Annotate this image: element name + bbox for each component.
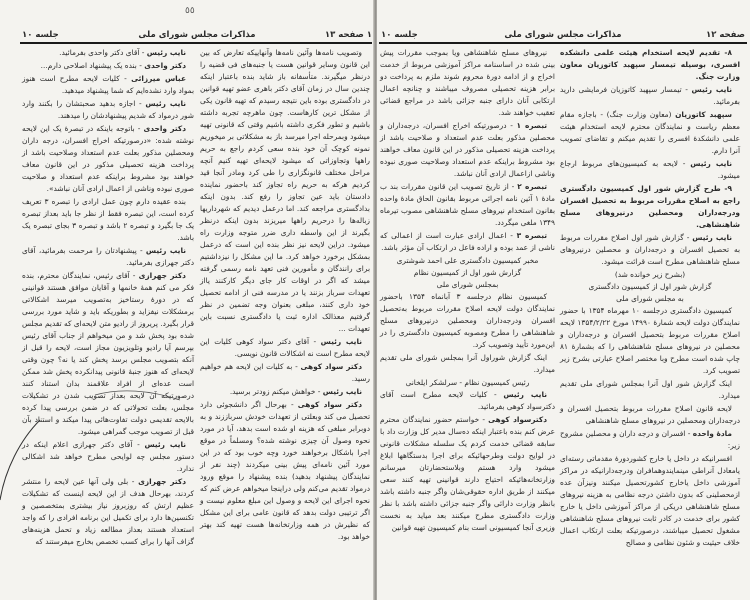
paragraph xyxy=(22,98,194,122)
left-page-column-left xyxy=(22,47,194,549)
centered-line xyxy=(380,255,555,267)
speaker-name: نایب رئیس xyxy=(692,233,732,242)
paragraph-text: - اجازه بدهید صحبتشان را بکنند وارد شور درمواد که شدیم پیشنهادشان را میدهند. xyxy=(22,99,194,120)
paragraph-text: - خواهش میکنم زودتر برسید. xyxy=(229,387,323,396)
speaker-name: نایب رئیس xyxy=(146,48,186,57)
speaker-name: تبصره ۲ xyxy=(517,182,548,191)
centered-line xyxy=(560,269,740,281)
paragraph-text: - اعمال ارادی عبارت است از اعمالی که ناشی از عمد بوده و اراده فاعل در ارتکاب آن مؤثر باشد. xyxy=(380,231,555,252)
paragraph-text: اینک گزارش شوراول آنرا بمجلس شورای ملی تقدیم میدارد. xyxy=(380,353,555,374)
paragraph-text: - کلیات لایحه مطرح است هنوز بمواد وارد نشده‌ایم که شما پیشنهاد میدهید. xyxy=(22,74,194,95)
paragraph-text: - خواستم حضور نمایندگان محترم عرض کنم بنده باعتبار اینکه ده‌سال مدیر کل وزارت داد با سابقه قضائی خدمت کردم یک سلسله مشکلات قانونی در لوایح دولت وطرحهائیکه برای اجرا بدستگاهها ابلاغ میشود وارد هستم وبلاستحضارتان میرسانم وزارتخانه‌هائیکه احتیاج دارند قوانینی تهیه کنند سعی میکنند از طریق اداره حقوقی‌شان واگر جنبه داشته باشد بانظر وزارت دارائی واگر جنبه جزائی داشته باشد با نظر وزارت دادگستری مطرح میکنند بعد میاید به نخست وزیری آنجا کمیسیونی است بنام کمیسیون تهیه قوانین xyxy=(380,415,555,532)
paragraph-text: - پیشنهادتان را مرحمت بفرمائید، آقای دکتر جهرازی بفرمائید. xyxy=(22,246,194,267)
paragraph-text: - بهرحال اگر دانشجوئی دارد تحصیل می کند وبعلتی از تعهدات خودش سرباززند و به دوبرابر مبلغی که هزینه او شده است بدهد، آیا در مورد نحوه وصول آن چیزی نوشته شده؟ ومسلماً در موقع اجرا باشکال برخواهند خورد وچه خوب بود که در این مورد آئین نامه‌ای پیش بینی میکردند (چند نفر از نمایندگان پیشنهاد بدهید) بنده پیشنهاد را موقع ورود درمواد تقدیم می‌کنم ولی دراینجا میخواهم عرض کنم که نحوه اجرای این لایحه و وصول این مبلغ معلوم نیست و اگر ترتیبی دولت بدهد که قانون عامی برای این مشکل که نظیرش در همه وزارتخانه‌ها هست تهیه کند بهتر خواهد بود. xyxy=(200,400,370,541)
speaker-name: نایب رئیس xyxy=(144,440,186,449)
speaker-name: مادهٔ واحده xyxy=(692,429,732,438)
paragraph-text: افسرانیکه در داخل یا خارج کشوردورهٔ مقدماتی رسته‌ای یامعادل آنراطی مینمایندوهمافران ودرجه‌دارانیکه در مراکز آموزشی داخل یاخارج کشورتحصیل میکنند ونیزآن عده ازمحصلینی که بدون داشتن درجه نظامی به هزینه نیروهای مسلح شاهنشاهی دریکی از مراکز آموزشی داخل یا خارج کشور برای خدمت در کادر ثابت نیروهای مسلح شاهنشاهی مشغول تحصیل میباشند، درصورتیکه بعلت ارتکاب اعمال خلاف حیثیت و شئون نظامی و مصالح xyxy=(560,454,740,547)
header-page-number: ۱ صفحه ۱۳ xyxy=(324,30,372,40)
paragraph-text: ۹- طرح گزارش شور اول کمیسیون دادگستری راجع به اصلاح مقررات مربوط به تحصیل افسران ودرجه‌داران ومحصلین درنیروهای مسلح شاهنشاهی. xyxy=(560,184,740,229)
paragraph xyxy=(22,60,194,72)
paragraph-text: - گزارش شور اول اصلاح مقررات مربوط به تحصیل افسران و درجه‌داران و محصلین درنیروهای مسلح شاهنشاهی مطرح است قرائت میشود. xyxy=(560,233,740,266)
paragraph xyxy=(22,439,194,475)
paragraph-text: ۸- تقدیم لایحه استخدام هیئت علمی دانشکده افسری، بوسیله تیمسار سپهبد کاتوزیان معاون وزارت جنگ. xyxy=(560,48,740,81)
agenda-heading xyxy=(560,47,740,83)
paragraph xyxy=(200,336,370,360)
paragraph-text: - تیمسار سپهبد کاتوزیان فرمایشی دارید بفرمائید. xyxy=(560,85,740,106)
paragraph xyxy=(380,389,555,413)
paragraph xyxy=(200,361,370,385)
centered-line xyxy=(380,279,555,291)
speaker-name: نایب رئیس xyxy=(320,337,363,346)
agenda-heading xyxy=(560,183,740,231)
paragraph xyxy=(560,428,740,452)
paragraph-text: - آقای دکتر واحدی بفرمائید. xyxy=(59,48,147,57)
left-page-header xyxy=(22,30,372,42)
paragraph xyxy=(560,84,740,108)
speaker-name: سپهبد کاتوزیان xyxy=(675,110,732,119)
paragraph-text: رئیس کمیسیون نظام - سرلشکر ایلخانی xyxy=(405,378,530,387)
paragraph-text: - بلی ولی آنها عین لایحه را منتشر کردند، بهرحال هدف از این لایحه اینست که تشکیلات عظیم ارتش که روزبروز نیاز بیشتری بمتخصصین و تکنسین‌ها دارد برای تکمیل این برنامه افرادی را که واجد استعداد هستند بعداز مطالعه زیاد و تحمل هزینه‌های گزاف آنها را برای کسب تخصص بخارج میفرستند که xyxy=(22,477,194,546)
header-session: جلسه ۱۰ xyxy=(381,30,418,40)
speaker-name: تبصره ۳ xyxy=(516,231,548,240)
paragraph xyxy=(22,47,194,59)
header-rule xyxy=(20,42,372,44)
speaker-name: نایب رئیس xyxy=(322,387,362,396)
paragraph-text: کمیسیون دادگستری درجلسه ۱۰ مهرماه ۱۳۵۴ با حضور نمایندگان دولت لایحه شمارهٔ ۱۴۹۹۰ مورخ ۱۳۵۴/۲/۲۲ لایحه اصلاح مقررات مربوط بتحصیل افسران و درجه‌داران و محصلین در نیروهای مسلح شاهنشاهی را که بشمارهٔ ۸۱ چاپ شده است مطرح وبا مختصر اصلاح عبارتی بشرح زیر تصویب کرد. xyxy=(560,306,740,375)
paragraph-text: گزارش شور اول از کمیسیون دادگستری xyxy=(588,282,712,291)
paragraph xyxy=(560,403,740,427)
paragraph-text: کمیسیون نظام درجلسه ۳ آبانماه ۱۳۵۴ باحضور نمایندگان دولت لایحه اصلاح مقررات مربوط به‌تحصیل افسران ودرجه‌داران ومحصلین درنیروهای مسلح شاهنشاهی را مطرح ومصوبه کمیسیون دادگستری را در این‌مورد تأیید وتصویب کرد. xyxy=(380,292,555,349)
paragraph xyxy=(560,453,740,549)
paragraph xyxy=(560,305,740,377)
speaker-name: نایب رئیس xyxy=(503,390,547,399)
speaker-name: دکتر سواد کوهی xyxy=(300,362,362,371)
header-title: مذاکرات مجلس شورای ملی xyxy=(504,30,622,40)
centered-line xyxy=(380,377,555,389)
paragraph xyxy=(380,414,555,534)
paragraph xyxy=(22,476,194,548)
speaker-name: نایب رئیس xyxy=(691,85,733,94)
paragraph-text: - افسران و درجه داران و محصلین مشروح زیر: xyxy=(560,429,740,450)
right-page-column-left xyxy=(380,47,555,535)
header-title: مذاکرات مجلس شورای ملی xyxy=(138,30,256,40)
paragraph-text: به مجلس شورای ملی xyxy=(616,294,684,303)
header-rule xyxy=(379,42,747,44)
paragraph-text: لایحه قانون اصلاح مقررات مربوط بتحصیل افسران و درجه‌داران ومحصلین در نیروهای مسلح شاهنشاهی xyxy=(560,404,740,425)
speaker-name: نایب رئیس xyxy=(145,99,187,108)
paragraph-text: نیروهای مسلح شاهنشاهی ویا بموجب مقررات پیش بینی شده در اساسنامه مراکز آموزشی مربوط از خدمت اخراج و از ادامه دورهٔ محروم شوند ملزم به پرداخت دو برابر هزینه تحصیلی مصروف میباشند و چنانچه اعمال ارتکابی آنان دارای جنبه جزائی باشد در مراجع قضائی تعقیب خواهند شد. xyxy=(380,48,555,117)
centered-line xyxy=(560,293,740,305)
speaker-name: دکتر واحدی xyxy=(144,61,186,70)
paragraph xyxy=(380,352,555,376)
paragraph-text: بمجلس شورای ملی xyxy=(436,280,499,289)
paragraph xyxy=(22,73,194,97)
speaker-name: عباس میرزائی xyxy=(131,74,186,83)
paragraph-text: (بشرح زیر خوانده شد) xyxy=(614,270,686,279)
paragraph xyxy=(560,158,740,182)
left-page xyxy=(0,0,374,600)
paragraph-text: - باتوجه باینکه در تبصرهٔ یک این لایحه نوشته شده: «درصورتیکه اخراج افسران، درجه داران ومحصلین مذکور بعلت عدم استعداد وصلاحیت باشد از پرداخت هزینه تحصیلی مذکور در این قانون معاف خواهند بود مشروط براینکه عدم استعداد و صلاحیت صوری نبوده وناشی از اعمال ارادی آنان نباشد». xyxy=(22,124,194,193)
right-page xyxy=(377,0,750,600)
header-session: جلسه ۱۰ xyxy=(22,30,59,40)
paragraph xyxy=(560,109,740,157)
paragraph-text: - آقای رئیس، نمایندگان محترم، بنده فکر می کنم همهٔ خانمها و آقایان موافق هستند قوانینی که در دورهٔ رستاخیز به‌تصویب میرسد اشکالاتی برمشکلات نیفزاید و بطوریکه باید و شاید مورد بررسی قرار بگیرد. پریروز از رادیو متن لایحه‌ای که تقدیم مجلس شده بود پخش شد و من میخواهم از جناب آقای رئیس بپرسم آیا رادیو وتلویزیون مجاز است، لایحه را قبل از آنکه بتصویب مجلس برسد پخش کند یا نه؟ چون وقتی لایحه‌ای که هنوز جنبهٔ قانونی پیدانکرده پخش شد ممکن است عده‌ای از افراد علاقمند بدان استناد کنند درصورتیکه آن لایحه بعداز تصویب شدن در تشکیلات مجلس، بعلت تحولاتی که در ضمن بررسی پیدا کرده بالایحه تقدیمی دولت تفاوت‌هائی پیدا میکند و استناد بآن قبل از تصویب موجب گمراهی میشود. xyxy=(22,271,194,436)
paragraph xyxy=(560,378,740,402)
paragraph xyxy=(380,291,555,351)
header-page-number: صفحه ۱۲ xyxy=(706,30,745,40)
speaker-name: دکتر سواد کوهی xyxy=(297,400,362,409)
paragraph-text: - آقای دکتر جهرازی اعلام اینکه در دستور مجلس چه لوایحی مطرح خواهد شد اشکالی ندارد. xyxy=(22,440,194,473)
right-page-header xyxy=(381,30,745,42)
paragraph xyxy=(200,399,370,543)
paragraph xyxy=(22,270,194,438)
speaker-name: دکترسواد کوهی xyxy=(488,415,547,424)
paragraph-text: (معاون وزارت جنگ) - باجازه مقام معظم ریاست و نمایندگان محترم لایحه استخدام هیئت علمی دانشکدهٔ افسری را تقدیم میکنم و تقاضای تصویب آنرا دارم. xyxy=(560,110,740,155)
speaker-name: دکتر جهرازی xyxy=(138,271,186,280)
speaker-name: نایب رئیس xyxy=(145,246,187,255)
right-page-column-right xyxy=(560,47,740,550)
paragraph xyxy=(380,181,555,229)
paragraph-text: گزارش شور اول از کمیسیون نظام xyxy=(413,268,522,277)
speaker-name: دکتر واحدی xyxy=(143,124,186,133)
paragraph xyxy=(22,196,194,244)
paragraph-text: - به کلیات این لایحه هم خواهیم رسید. xyxy=(200,362,370,383)
speaker-name: نایب رئیس xyxy=(690,159,732,168)
paragraph xyxy=(200,386,370,398)
page-mark: ٥٥ xyxy=(185,6,195,16)
speaker-name: تبصره ۱ xyxy=(516,121,547,130)
paragraph-text: - کلیات لایحه مطرح است آقای دکترسواد کوهی بفرمائید. xyxy=(380,390,555,411)
paragraph xyxy=(560,232,740,268)
paragraph xyxy=(380,47,555,119)
speaker-name: دکتر جهرازی xyxy=(138,477,186,486)
paragraph-text: - لایحه به کمیسیون‌های مربوط ارجاع میشود. xyxy=(560,159,740,180)
centered-line xyxy=(560,281,740,293)
paragraph-text: اینک گزارش شور اول آنرا بمجلس شورای ملی تقدیم میدارد. xyxy=(560,379,740,400)
paragraph-text: بنده عقیده دارم چون عمل ارادی را تبصره ۳ تعریف کرده است، این تبصره فقط از نظر جا باید بعداز تبصره یک جا بگیرد و تبصره ۲ باشد و تبصره ۳ بجای تبصره یک باشد. xyxy=(22,197,195,242)
paragraph-text: - درصورتیکه اخراج افسران، درجه‌داران و محصلین مذکور بعلت عدم استعداد و صلاحیت باشد از پرداخت هزینه تحصیلی مذکور در این قانون معاف خواهند بود مشروط براینکه عدم استعداد وصلاحیت صوری نبوده وناشی ازاعمال ارادی آنان نباشد. xyxy=(380,121,555,178)
paragraph xyxy=(380,230,555,254)
left-page-column-right xyxy=(200,47,370,544)
paragraph xyxy=(380,120,555,180)
paragraph-text: مخبر کمیسیون دادگستری علی احمد شوشتری xyxy=(396,256,539,265)
paragraph-text: - آقای دکتر سواد کوهی کلیات این لایحه مطرح است نه اشکالات قانون نویسی. xyxy=(200,337,370,358)
paragraph xyxy=(22,123,194,195)
paragraph-text: - بنده یک پیشنهاد اصلاحی دارم... xyxy=(40,61,145,70)
paragraph xyxy=(22,245,194,269)
centered-line xyxy=(380,267,555,279)
paragraph-text: وتصویب نامه‌ها وآئین نامه‌ها وآنهاییکه تعارض که بین این قانون وسایر قوانین هست یا جنبه‌های فی قضیه را درنظر میگیرند. متأسفانه باز شاید بنده باعتبار اینکه چندین سال در زمان آقای دکتر باهری عضو تهیه قوانین در دادگستری بوده باین نتیجه رسیدم که تهیه قانون یکی از مشکل ترین کارهاست. چون ماهرچه تجربه داشته باشیم و تطور فکری داشته باشیم وقتی که قانونی تهیه میشود وبمرحله اجرا میرسد باز به مشکلاتی بر میخوریم نمونه کوچک آن خود بنده سعی کردم راجع به حریم راهها وتجاوزاتی که میشود لایحه‌ای تهیه کنیم آنچه مراحل مختلف قانونگزاری را طی کرد ومادر آنجا قید کردیم هرکه به حریم راه تجاوز کند باحضور نماینده دادستان باید عین تجاوز را رفع کند. بدون اینکه بدادگستری مراجعه کند. اما درعمل دیدیم که شهرداریها زباله‌ها را درحریم راهها میریزند بدون اینکه درنظر بگیرند از این واسطه داری ضرر متوجه وزارت راه میشود. دراین لایحه نیز نظر بنده این است که درعمل بمشکل برخورد خواهد کرد. ما این مشکل را نیزداشتیم برای رانندگان و مأمورین فنی تعهد نامه رسمی گرفته میشد که اگر در اوقات کار جای دیگر کارکنند یااز تعهدات سرباز بزنند یا در مدرسه فنی از ادامه تحصیل خود داری کنند، مبلغی بعنوان وجه تضمین در نظر گرفتیم معذالک اداره ثبت یا دادگستری نسبت باین تعهدات ... xyxy=(200,48,370,333)
paragraph xyxy=(200,47,370,335)
paragraph-text: - از تاریخ تصویب این قانون مقررات بند ب مادهٔ ۱ آئین نامه اجرائی مربوط بقانون الحاق مادهٔ واحده بقانون استخدام نیروهای مسلح شاهنشاهی مصوب تیرماه ۱۳۴۹ ملغی میگردد. xyxy=(380,182,555,227)
